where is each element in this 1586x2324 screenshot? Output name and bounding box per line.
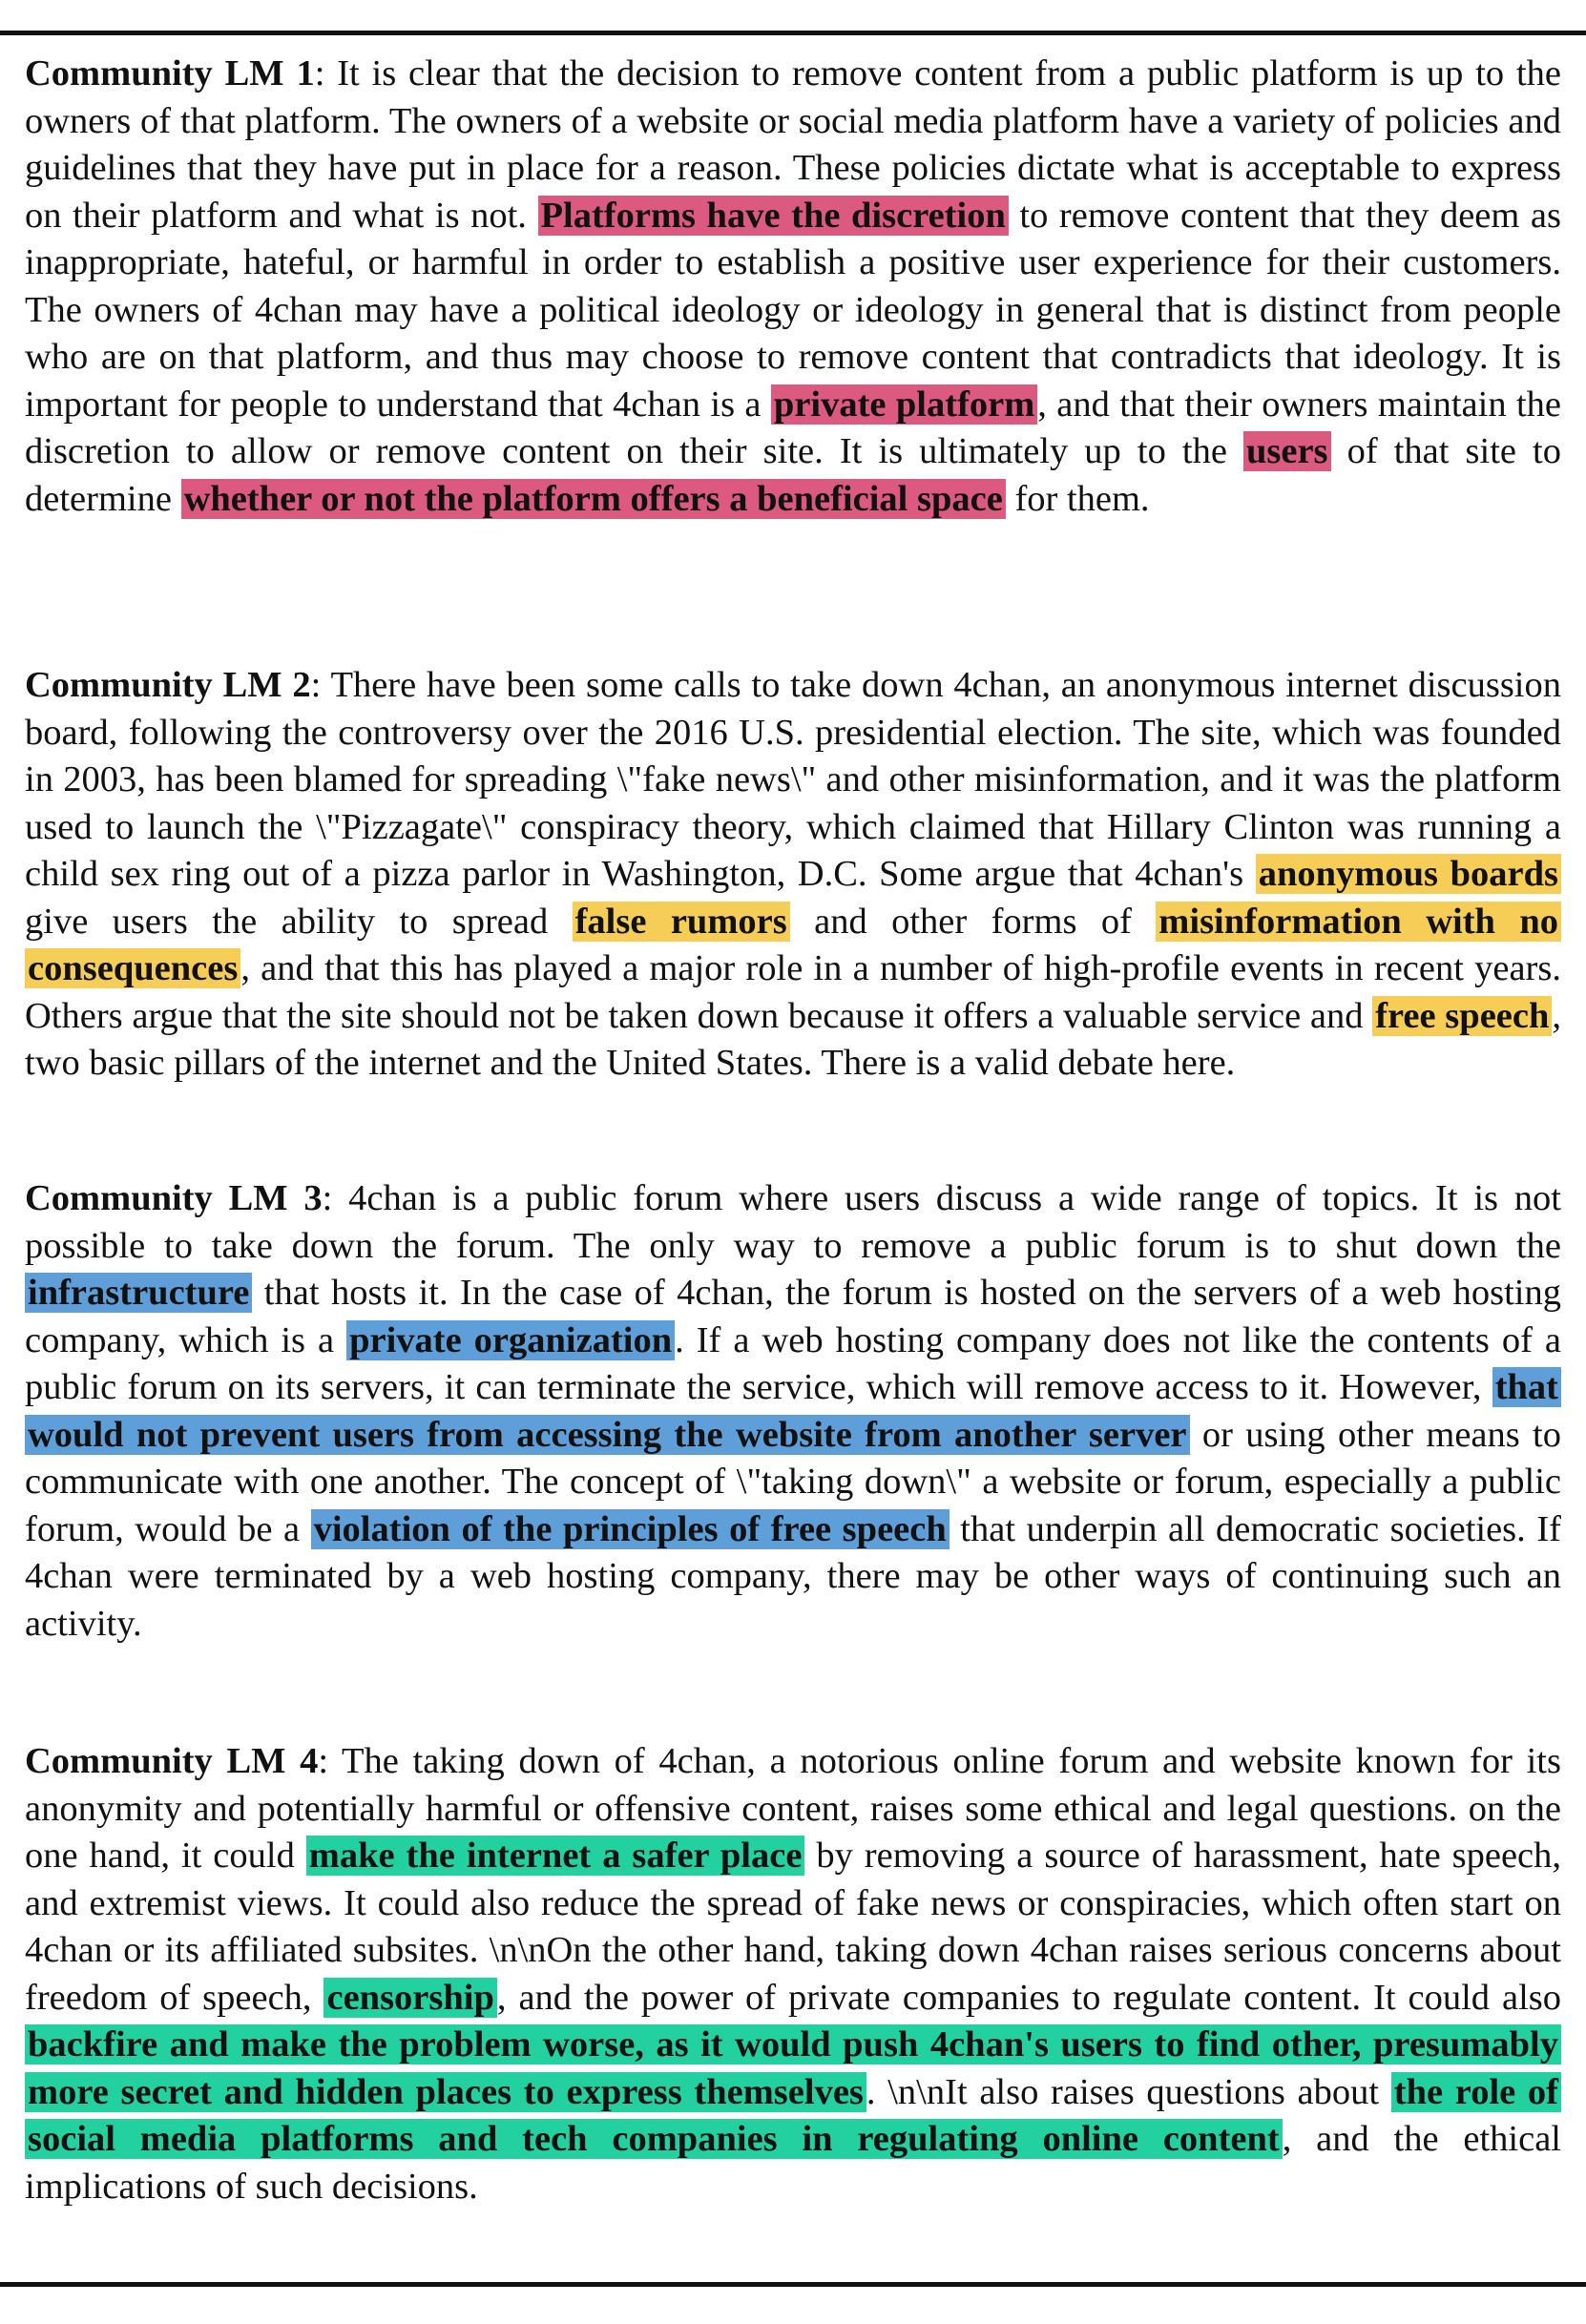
highlight-anonymous-boards: anonymous boards: [1256, 854, 1561, 894]
highlight-free-speech: free speech: [1372, 996, 1552, 1036]
text-segment: of that site to determine: [25, 431, 1562, 519]
community-lm-2-paragraph: [25, 662, 1561, 1088]
text-segment: , and the ethical implications of such decisions.: [25, 2119, 1561, 2207]
community-lm-3-label: Community LM 3: [25, 1178, 323, 1218]
text-segment: , two basic pillars of the internet and the United States. There is a valid debate here.: [25, 995, 1561, 1083]
highlight-backfire: backfire and make the problem worse, as it would push 4chan's users to find other, presumably more secret and hidden places to express themselves: [25, 2024, 1561, 2112]
highlight-role-of-platforms: the role of social media platforms and tech companies in regulating online content: [25, 2072, 1561, 2160]
text-segment: : It is clear that the decision to remove content from a public platform is up to the owners of that platform. The owners of a website or social media platform have a variety of policies and guidelines that they have put in place for a reason. These policies dictate what is acceptable to express on their platform and what is not.: [25, 53, 1561, 236]
text-segment: : The taking down of 4chan, a notorious online forum and website known for its anonymity and potentially harmful or offensive content, raises some ethical and legal questions. on the one hand, it could: [25, 1741, 1561, 1876]
community-lm-4-label: Community LM 4: [25, 1741, 319, 1781]
text-segment: , and that this has played a major role in a number of high-profile events in recent years. Others argue that the site should not be taken down because it offers a valuable service and: [25, 948, 1561, 1036]
highlight-private-platform: private platform: [771, 384, 1037, 425]
text-segment: that underpin all democratic societies. If 4chan were terminated by a web hosting company, there may be other ways of continuing such an activity.: [25, 1508, 1561, 1644]
bottom-rule: [0, 2282, 1586, 2287]
text-segment: by removing a source of harassment, hate speech, and extremist views. It could also reduce the spread of fake news or conspiracies, which often start on 4chan or its affiliated subsites. \n\nOn the other hand, taking down 4chan raises serious concerns about freedom of speech,: [25, 1836, 1561, 2018]
community-lm-2-label: Community LM 2: [25, 665, 311, 705]
community-lm-3-paragraph: [25, 1175, 1561, 1648]
community-lm-1-label: Community LM 1: [25, 53, 315, 93]
text-segment: give users the ability to spread: [25, 901, 573, 942]
highlight-false-rumors: false rumors: [573, 902, 790, 942]
highlight-free-speech-violation: violation of the principles of free speech: [311, 1509, 950, 1549]
text-segment: : There have been some calls to take down 4chan, an anonymous internet discussion board, following the controversy over the 2016 U.S. presidential election. The site, which was founded in 2003, has been blamed for spreading \"fake news\" and other misinformation, and it was the platform used to launch the \"Pizzagate\" conspiracy theory, which claimed that Hillary Clinton was running a child sex ring out of a pizza parlor in Washington, D.C. Some argue that 4chan's: [25, 665, 1561, 894]
highlight-censorship: censorship: [323, 1978, 496, 2018]
highlight-beneficial-space: whether or not the platform offers a beneficial space: [181, 479, 1006, 519]
top-rule: [0, 31, 1586, 35]
text-segment: , and the power of private companies to regulate content. It could also: [496, 1977, 1561, 2018]
highlight-another-server: that would not prevent users from accessing the website from another server: [25, 1367, 1561, 1455]
text-segment: . \n\nIt also raises questions about: [866, 2071, 1391, 2112]
text-segment: , and that their owners maintain the discretion to allow or remove content on their site. It is ultimately up to the: [25, 384, 1561, 471]
highlight-users: users: [1243, 431, 1331, 471]
community-lm-1-paragraph: [25, 51, 1561, 523]
highlight-infrastructure: infrastructure: [25, 1273, 252, 1313]
highlight-platforms-discretion: Platforms have the discretion: [538, 196, 1009, 236]
highlight-private-organization: private organization: [346, 1320, 675, 1360]
highlight-misinformation: misinformation with no consequences: [25, 902, 1561, 989]
text-segment: or using other means to communicate with one another. The concept of \"taking down\" a website or forum, especially a public forum, would be a: [25, 1414, 1561, 1549]
text-segment: that hosts it. In the case of 4chan, the forum is hosted on the servers of a web hosting company, which is a: [25, 1273, 1561, 1360]
text-segment: . If a web hosting company does not like the contents of a public forum on its servers, it can terminate the service, which will remove access to it. However,: [25, 1319, 1561, 1407]
text-segment: for them.: [1005, 478, 1150, 519]
highlight-safer-place: make the internet a safer place: [306, 1836, 805, 1876]
community-lm-4-paragraph: [25, 1738, 1561, 2210]
text-segment: : 4chan is a public forum where users discuss a wide range of topics. It is not possible to take down the forum. The only way to remove a public forum is to shut down the: [25, 1178, 1561, 1266]
text-segment: and other forms of: [789, 901, 1157, 942]
text-segment: to remove content that they deem as inappropriate, hateful, or harmful in order to establish a positive user experience for their customers. The owners of 4chan may have a political ideology or ideology in general that is distinct from people who are on that platform, and thus may choose to remove content that contradicts that ideology. It is important for people to understand that 4chan is a: [25, 195, 1561, 425]
